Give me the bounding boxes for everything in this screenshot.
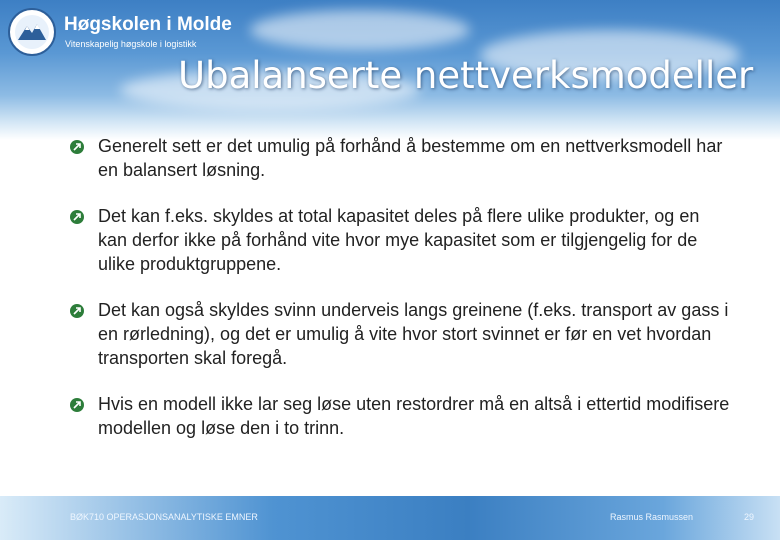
bullet-text: Generelt sett er det umulig på forhånd å bestemme om en nettverksmodell har en balansert løsning. [98, 136, 723, 180]
mountain-logo-icon [8, 8, 56, 56]
footer-author: Rasmus Rasmussen [610, 512, 694, 522]
cloud-decoration [250, 10, 470, 50]
bullet-list [70, 134, 730, 462]
slide-title: Ubalanserte nettverksmodeller [178, 54, 754, 97]
bullet-text: Hvis en modell ikke lar seg løse uten restordrer må en altså i ettertid modifisere modellen og løse den i to trinn. [98, 394, 730, 438]
bullet-item [70, 392, 730, 440]
bullet-text: Det kan også skyldes svinn underveis langs greinene (f.eks. transport av gass i en rørledning), og det er umulig å vite hvor stort svinnet er før en vet hvordan transporten skal foregå. [98, 300, 729, 368]
bullet-text: Det kan f.eks. skyldes at total kapasitet deles på flere ulike produkter, og en kan derfor ikke på forhånd vite hvor mye kapasitet som er tilgjengelig for de ulike produktgruppene. [98, 206, 700, 274]
bullet-arrow-icon [70, 140, 84, 154]
bullet-item [70, 204, 730, 276]
page-number: 29 [744, 512, 755, 522]
bullet-arrow-icon [70, 398, 84, 412]
bullet-item [70, 298, 730, 370]
school-logo [8, 8, 232, 56]
school-tagline: Vitenskapelig høgskole i logistikk [65, 39, 197, 49]
footer-course: BØK710 OPERASJONSANALYTISKE EMNER [70, 512, 258, 522]
school-name: Høgskolen i Molde [64, 14, 232, 35]
bullet-arrow-icon [70, 304, 84, 318]
bullet-arrow-icon [70, 210, 84, 224]
bullet-item [70, 134, 730, 182]
